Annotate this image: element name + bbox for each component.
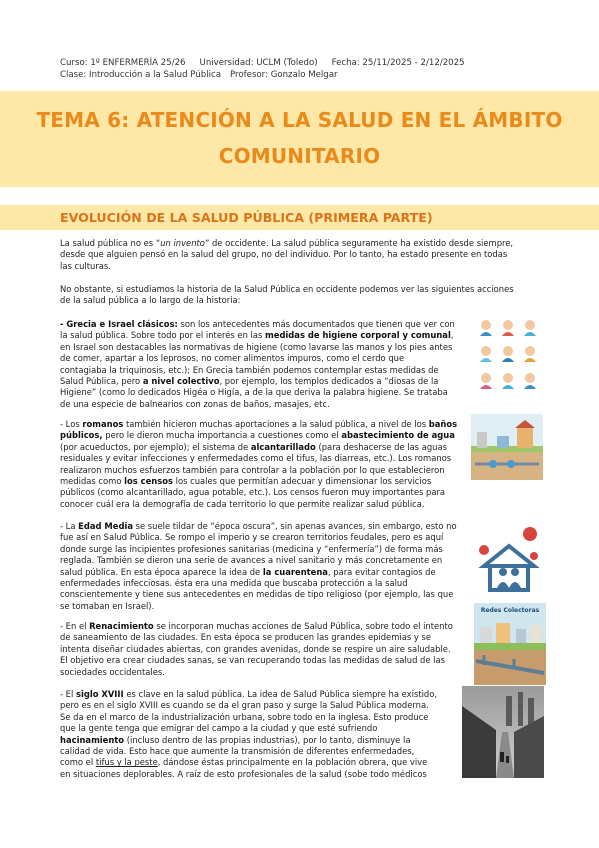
paragraph-renacimiento xyxy=(60,621,474,678)
text-line: - Grecia e Israel clásicos: son los antecedentes más documentados que tienen que ver con xyxy=(60,319,455,329)
text-line: Se da en el marco de la industrialización urbana, sobre todo en la inglesa. Esto produce xyxy=(60,711,429,722)
intro-paragraph-2 xyxy=(60,284,542,307)
paragraph-edad-media xyxy=(60,521,474,612)
meta-profesor: Profesor: Gonzalo Melgar xyxy=(230,70,338,80)
meta-line-2 xyxy=(60,69,465,81)
industrial-street-photo xyxy=(462,686,544,778)
text-line: sociedades occidentales. xyxy=(60,666,165,677)
text-line: en situaciones deplorables. A raíz de esto profesionales de la salud (sobe todo médicos xyxy=(60,768,427,779)
text-line: - La Edad Media se suele tildar de “época oscura”, sin apenas avances, sin embargo, esto no xyxy=(60,521,457,531)
text-line: El objetivo era crear ciudades sanas, se van recuperando todas las medidas de salud de las xyxy=(60,655,446,666)
text-line: públicos (como alcantarillado, agua potable, etc.). Los censos fueron muy importantes para xyxy=(60,487,446,498)
text-line: realizaron muchos esfuerzos también para controlar a la población por lo que establecieron xyxy=(60,464,445,475)
meta-fecha: Fecha: 25/11/2025 - 2/12/2025 xyxy=(331,58,465,68)
document-header-meta xyxy=(60,57,465,81)
section-heading: EVOLUCIÓN DE LA SALUD PÚBLICA (PRIMERA PARTE) xyxy=(60,210,433,225)
text-line: La salud pública no es “un invento” de occidente. La salud pública seguramente ha existido desde siempre, xyxy=(60,238,514,248)
text-line: donde surge las incipientes profesiones sanitarias (medicina y “enfermería”) de forma más xyxy=(60,543,443,554)
sewer-caption: Redes Colectoras xyxy=(480,607,540,614)
meta-curso: Curso: 1º ENFERMERÍA 25/26 xyxy=(60,58,186,68)
hygiene-icons-illustration xyxy=(476,316,540,404)
text-line: reglada. También se dieron una serie de avances a nivel sanitario y más concretamente en xyxy=(60,555,443,566)
text-line: - El siglo XVIII es clave en la salud pública. La idea de Salud Pública siempre ha existido, xyxy=(60,689,438,699)
text-line: salud pública. En esta época aparece la idea de la cuarentena, para evitar contagios de xyxy=(60,566,436,577)
title-line-2: COMUNITARIO xyxy=(218,144,381,168)
paragraph-grecia xyxy=(60,319,470,410)
title-line-1: TEMA 6: ATENCIÓN A LA SALUD EN EL ÁMBITO xyxy=(36,108,563,132)
text-line: enfermedades infecciosas. ésta era una medida que buscaba protección a la salud xyxy=(60,578,408,589)
text-line: conocer cuál era la demografía de cada territorio lo que permite realizar salud pública. xyxy=(60,498,425,509)
meta-line-1 xyxy=(60,57,465,69)
text-line: intenta diseñar ciudades abiertas, con grandes avenidas, donde se respire un aire saludable. xyxy=(60,643,451,654)
quarantine-house-icon xyxy=(476,520,542,594)
text-line: la salud pública. Sobre todo por el interés en las medidas de higiene corporal y comunal, xyxy=(60,330,454,341)
meta-clase: Clase: Introducción a la Salud Pública xyxy=(60,70,221,80)
text-line: de la salud pública a lo largo de la historia: xyxy=(60,295,241,306)
text-line: que la gente tenga que emigrar del campo a la ciudad y que esté sufriendo xyxy=(60,723,378,734)
virus-icon xyxy=(479,527,538,560)
text-line: las culturas. xyxy=(60,260,111,271)
text-line: públicos, pero le dieron mucha importancia a cuestiones como el abastecimiento de agua xyxy=(60,430,455,441)
text-line: conscientemente y tiene sus antecedentes en medidas de tipo religioso (por ejemplo, las que xyxy=(60,589,454,600)
text-line: residuales y evitar infecciones y enfermedades como el tifus, las diarreas, etc.). Los romanos xyxy=(60,453,452,464)
text-line: - En el Renacimiento se incorporan muchas acciones de Salud Pública, sobre todo el intento xyxy=(60,621,453,631)
text-line: desde que alguien pensó en la salud del grupo, no del individuo. Por lo tanto, ha estado presente en todas xyxy=(60,249,508,260)
text-line: pero es en el siglo XVIII es cuando se da el gran paso y surge la Salud Pública moderna. xyxy=(60,700,429,711)
paragraph-siglo-xviii xyxy=(60,689,462,780)
handwash-icon xyxy=(480,320,536,336)
text-line: hacinamiento (incluso dentro de las propias industrias), por lo tanto, disminuye la xyxy=(60,734,411,745)
paragraph-romanos xyxy=(60,419,472,510)
text-line: Salud Pública, pero a nivel colectivo, por ejemplo, los templos dedicados a “diosas de la xyxy=(60,376,439,387)
page-title xyxy=(0,102,599,174)
toothbrush-icon xyxy=(480,373,536,389)
text-line: de saneamiento de las ciudades. En esta época se producen las grandes epidemias y se xyxy=(60,632,431,643)
text-line: de una especie de balnearios con zonas de baños, masajes, etc. xyxy=(60,398,330,409)
text-line: como el tifus y la peste, dándose éstas principalmente en la población obrera, que vive xyxy=(60,757,428,768)
text-line: de comer, apartar a los leprosos, no comer alimentos impuros, como el cerdo que xyxy=(60,353,405,364)
text-line: (por acueductos, por ejemplo); el sistema de alcantarillado (para deshacerse de las aguas xyxy=(60,441,447,452)
text-line: contagiaba la triquinosis, etc.); En Grecia también podemos contemplar estas medidas de xyxy=(60,364,439,375)
text-line: en Israel son destacables las normativas de higiene (como lavarse las manos y los pies antes xyxy=(60,341,453,352)
intro-paragraph xyxy=(60,238,542,272)
text-line: - Los romanos también hicieron muchas aportaciones a la salud pública, a nivel de los baños xyxy=(60,419,458,429)
text-line: se tomaban en Israel). xyxy=(60,600,155,611)
text-line: Higiene” (como lo dedicados Higéa o Higía, a de la que deriva la palabra higiene. Se trataba xyxy=(60,387,448,398)
meta-universidad: Universidad: UCLM (Toledo) xyxy=(199,58,318,68)
water-supply-illustration xyxy=(471,414,543,480)
sewer-network-illustration xyxy=(474,603,546,685)
text-line: No obstante, si estudiamos la historia de la Salud Pública en occidente podemos ver las siguientes acciones xyxy=(60,284,514,294)
text-line: calidad de vida. Esto hace que aumente la transmisión de diferentes enfermedades, xyxy=(60,746,415,757)
text-line: fue así en Salud Pública. Se rompo el imperio y se crearon territorios feudales, pero es aquí xyxy=(60,532,444,543)
shower-icon xyxy=(480,346,536,362)
text-line: medidas como los censos los cuales que permitían adecuar y dimensionar los servicios xyxy=(60,476,432,487)
